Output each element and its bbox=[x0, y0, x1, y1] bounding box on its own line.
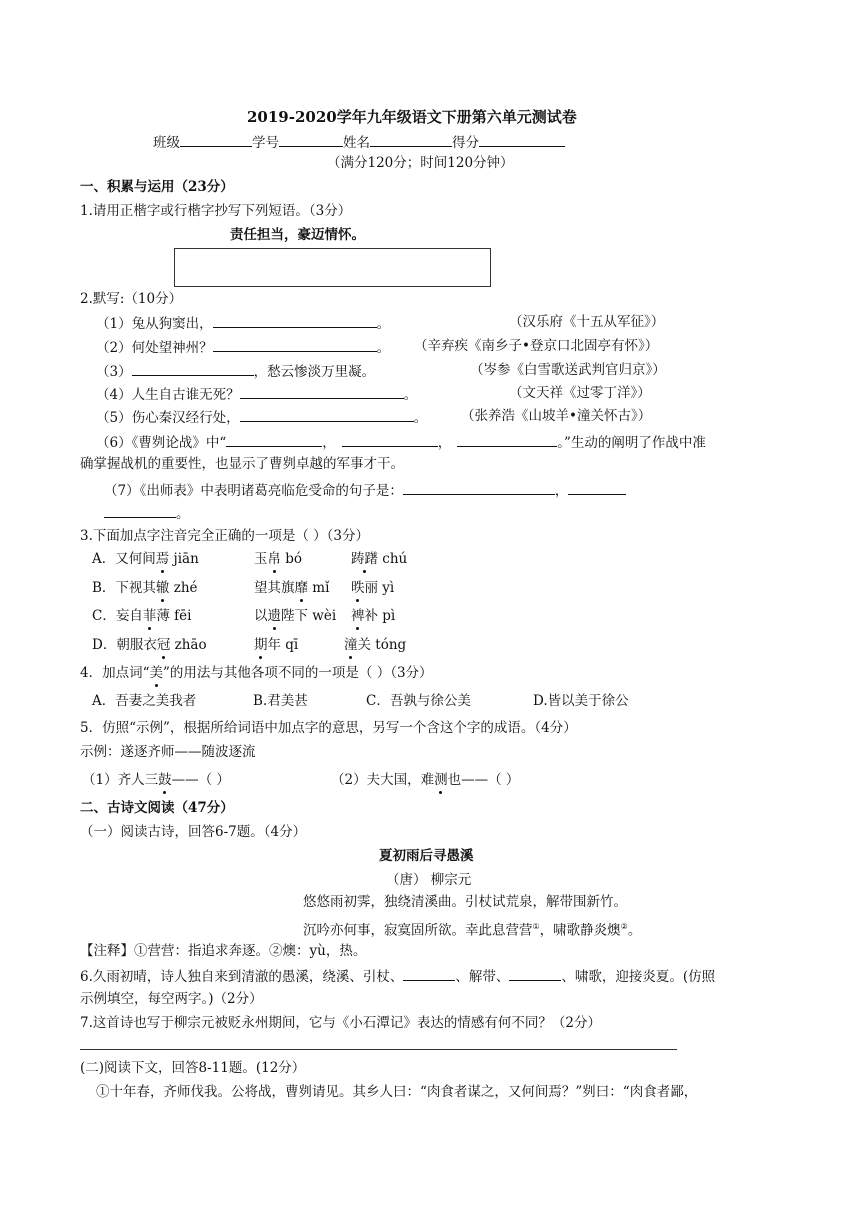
q7-answer-line[interactable] bbox=[80, 1049, 677, 1050]
q3-option-c-3: 裨补 pì bbox=[351, 608, 396, 624]
poem-author: （唐） 柳宗元 bbox=[386, 872, 472, 888]
q6-prompt-cont: 示例填空，每空两字。)（2分） bbox=[80, 991, 263, 1007]
part1-intro: （一）阅读古诗，回答6-7题。（4分） bbox=[80, 824, 307, 840]
q4-option-b[interactable]: B.君美甚 bbox=[253, 693, 308, 709]
q2-item-1-source: （汉乐府《十五从军征》） bbox=[509, 314, 665, 330]
q2-item-4-source: （文天祥《过零丁洋》） bbox=[509, 385, 651, 401]
name-field[interactable] bbox=[370, 132, 452, 147]
poem-line-1: 悠悠雨初霁，独绕清溪曲。引杖试荒泉，解带围新竹。 bbox=[303, 894, 627, 910]
q5-prompt: 5．仿照“示例”，根据所给词语中加点字的意思，另写一个含这个字的成语。（4分） bbox=[80, 720, 577, 736]
class-label: 班级 bbox=[153, 135, 180, 151]
q3-option-a-2: 玉帛 bó bbox=[254, 551, 303, 567]
q3-option-d[interactable]: D．朝服衣冠 zhāo bbox=[92, 637, 207, 653]
q7-prompt: 7.这首诗也写于柳宗元被贬永州期间，它与《小石潭记》表达的情感有何不同？（2分） bbox=[80, 1015, 601, 1031]
section2-heading: 二、古诗文阅读（47分） bbox=[80, 800, 234, 816]
exam-meta: （满分120分；时间120分钟） bbox=[327, 155, 514, 171]
q2-5-blank[interactable] bbox=[240, 407, 414, 422]
q3-option-b-2: 望其旗靡 mǐ bbox=[254, 580, 330, 596]
q5-item-1[interactable]: （1）齐人三鼓——（ ） bbox=[82, 772, 230, 788]
q2-item-4: （4）人生自古谁无死？ 。 bbox=[96, 384, 417, 404]
q2-prompt: 2.默写:（10分） bbox=[80, 291, 183, 307]
q3-option-a-3: 踌躇 chú bbox=[351, 551, 408, 567]
class-field[interactable] bbox=[180, 132, 252, 147]
q6-blank-2[interactable] bbox=[509, 966, 561, 981]
q2-item-5-source: （张养浩《山坡羊•潼关怀古》） bbox=[461, 408, 652, 424]
q2-item-3-source: （岑参《白雪歌送武判官归京》） bbox=[470, 362, 666, 378]
page-title: 2019-2020学年九年级语文下册第六单元测试卷 bbox=[247, 108, 577, 126]
q2-item-6: （6）《曹刿论战》中“ ， ， 。”生动的阐明了作战中准 bbox=[96, 432, 706, 452]
q2-item-7-cont: 。 bbox=[104, 503, 190, 523]
q5-item-2[interactable]: （2）夫大国，难测也——（ ） bbox=[331, 772, 520, 788]
poem-note: 【注释】①营营：指追求奔逐。②燠：yù，热。 bbox=[80, 943, 367, 959]
q2-item-6-cont: 确掌握战机的重要性，也显示了曹刿卓越的军事才干。 bbox=[80, 456, 404, 472]
q2-item-3: （3） ，愁云惨淡万里凝。 bbox=[96, 361, 375, 381]
q5-example: 示例：遂逐齐师——随波逐流 bbox=[80, 744, 256, 760]
q2-6-blank-3[interactable] bbox=[457, 432, 557, 447]
id-field[interactable] bbox=[279, 132, 343, 147]
q2-6-blank-2[interactable] bbox=[342, 432, 438, 447]
q6-blank-1[interactable] bbox=[403, 966, 455, 981]
part2-intro: (二)阅读下文，回答8-11题。(12分） bbox=[80, 1060, 306, 1076]
q3-option-b[interactable]: B．下视其辙 zhé bbox=[92, 580, 198, 596]
q2-item-2: （2）何处望神州？ 。 bbox=[96, 337, 390, 357]
q2-item-1: （1）兔从狗窦出， 。 bbox=[96, 313, 390, 333]
poem-line-2: 沉吟亦何事，寂寞固所欲。幸此息营营①，啸歌静炎燠②。 bbox=[303, 922, 642, 939]
q2-2-blank[interactable] bbox=[213, 337, 377, 352]
q4-prompt: 4．加点词“美”的用法与其他各项不同的一项是（ ）（3分） bbox=[80, 665, 433, 681]
q2-1-blank[interactable] bbox=[213, 313, 377, 328]
q3-option-b-3: 昳丽 yì bbox=[351, 580, 395, 596]
q6-prompt: 6.久雨初晴，诗人独自来到清澈的愚溪，绕溪、引杖、 、解带、 、啸歌，迎接炎夏。(仿照 bbox=[80, 966, 715, 986]
q2-item-5: （5）伤心秦汉经行处， 。 bbox=[96, 407, 427, 427]
q3-option-c-2: 以遗陛下 wèi bbox=[254, 608, 337, 624]
q2-item-2-source: （辛弃疾《南乡子•登京口北固亭有怀》） bbox=[414, 338, 659, 354]
q2-item-7: （7）《出师表》中表明诸葛亮临危受命的句子是： ， bbox=[104, 480, 626, 500]
q3-prompt: 3.下面加点字注音完全正确的一项是（ ）（3分） bbox=[80, 528, 370, 544]
score-label: 得分 bbox=[452, 135, 479, 151]
part2-paragraph-1: ①十年春，齐师伐我。公将战，曹刿请见。其乡人曰：“肉食者谋之，又何间焉？”刿曰：“肉食者鄙， bbox=[96, 1084, 698, 1100]
q4-option-a[interactable]: A．吾妻之美我者 bbox=[92, 693, 197, 709]
q2-7-blank-1[interactable] bbox=[403, 480, 555, 495]
student-info-row bbox=[153, 132, 565, 152]
q2-3-blank[interactable] bbox=[132, 361, 254, 376]
id-label: 学号 bbox=[252, 135, 279, 151]
q2-7-blank-2[interactable] bbox=[568, 480, 626, 495]
q2-6-blank-1[interactable] bbox=[226, 432, 322, 447]
q1-prompt: 1.请用正楷字或行楷字抄写下列短语。（3分） bbox=[80, 203, 352, 219]
q4-option-c[interactable]: C．吾孰与徐公美 bbox=[366, 693, 471, 709]
q4-option-d[interactable]: D.皆以美于徐公 bbox=[533, 693, 629, 709]
name-label: 姓名 bbox=[343, 135, 370, 151]
q3-option-d-3: 潼关 tóng bbox=[344, 637, 407, 653]
q1-writing-box[interactable] bbox=[174, 248, 491, 287]
q3-option-c[interactable]: C．妄自菲薄 fēi bbox=[92, 608, 192, 624]
section1-heading: 一、积累与运用（23分） bbox=[80, 179, 234, 195]
poem-title: 夏初雨后寻愚溪 bbox=[379, 848, 474, 864]
q2-4-blank[interactable] bbox=[240, 384, 404, 399]
q3-option-a[interactable]: A．又何间焉 jiān bbox=[92, 551, 199, 567]
q2-7-blank-3[interactable] bbox=[104, 503, 176, 518]
q1-phrase: 责任担当，豪迈情怀。 bbox=[230, 227, 365, 243]
score-field[interactable] bbox=[479, 132, 565, 147]
q3-option-d-2: 期年 qī bbox=[254, 637, 299, 653]
